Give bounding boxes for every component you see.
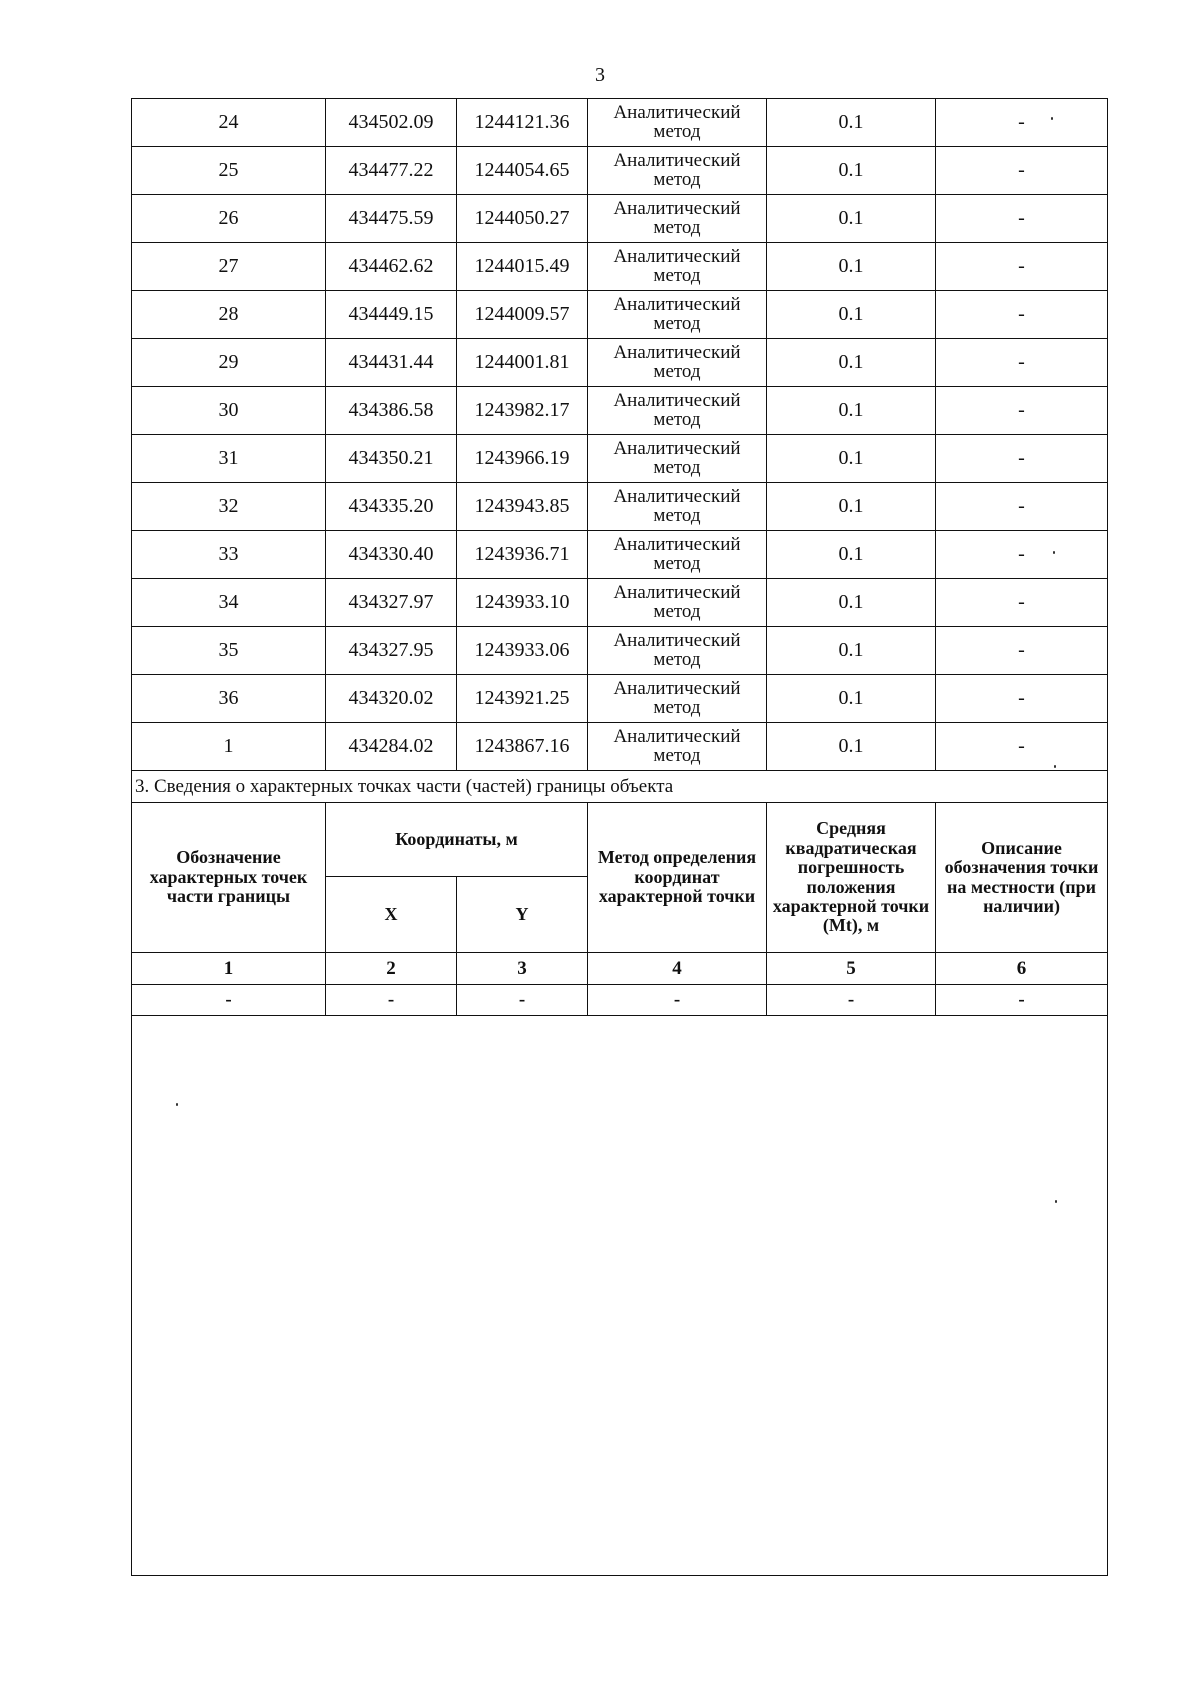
error-value: 0.1 [767, 723, 936, 771]
coord-y: 1243982.17 [457, 387, 588, 435]
coord-y: 1243921.25 [457, 675, 588, 723]
point-number: 31 [132, 435, 326, 483]
scan-speck [1051, 117, 1053, 120]
error-value: 0.1 [767, 99, 936, 147]
table-row [132, 243, 1108, 291]
table-row [132, 147, 1108, 195]
coord-y: 1244015.49 [457, 243, 588, 291]
coord-x: 434335.20 [326, 483, 457, 531]
blank-area [132, 1016, 1108, 1576]
table-row [132, 195, 1108, 243]
description: - [936, 291, 1108, 339]
header-y: Y [457, 877, 588, 953]
coord-x: 434327.97 [326, 579, 457, 627]
point-number: 32 [132, 483, 326, 531]
column-numbers-row [132, 953, 1108, 985]
table-cell: - [326, 985, 457, 1016]
coord-x: 434502.09 [326, 99, 457, 147]
coord-x: 434320.02 [326, 675, 457, 723]
coord-x: 434477.22 [326, 147, 457, 195]
coord-x: 434327.95 [326, 627, 457, 675]
header-method: Метод определения координат характерной точки [588, 803, 767, 953]
point-number: 33 [132, 531, 326, 579]
table-row [132, 291, 1108, 339]
description: - [936, 243, 1108, 291]
coord-x: 434449.15 [326, 291, 457, 339]
header-error: Средняя квадратическая погрешность положения характерной точки (Mt), м [767, 803, 936, 953]
page-number: 3 [595, 64, 605, 86]
table-cell: - [132, 985, 326, 1016]
coord-x: 434475.59 [326, 195, 457, 243]
table-cell: - [457, 985, 588, 1016]
coord-y: 1244009.57 [457, 291, 588, 339]
description: - [936, 531, 1108, 579]
method: Аналитический метод [588, 99, 767, 147]
coord-y: 1244054.65 [457, 147, 588, 195]
table-row [132, 985, 1108, 1016]
header-coordinates: Координаты, м [326, 803, 588, 877]
scan-speck [1054, 765, 1056, 768]
blank-cell [132, 1016, 1108, 1576]
error-value: 0.1 [767, 483, 936, 531]
boundary-points-body [132, 99, 1108, 771]
method: Аналитический метод [588, 195, 767, 243]
coord-x: 434330.40 [326, 531, 457, 579]
point-number: 28 [132, 291, 326, 339]
method: Аналитический метод [588, 387, 767, 435]
coord-x: 434386.58 [326, 387, 457, 435]
column-number: 4 [588, 953, 767, 985]
table-row [132, 531, 1108, 579]
header-description: Описание обозначения точки на местности (при наличии) [936, 803, 1108, 953]
error-value: 0.1 [767, 387, 936, 435]
method: Аналитический метод [588, 291, 767, 339]
table-row [132, 483, 1108, 531]
column-number: 3 [457, 953, 588, 985]
error-value: 0.1 [767, 531, 936, 579]
method: Аналитический метод [588, 675, 767, 723]
description: - [936, 483, 1108, 531]
column-number: 2 [326, 953, 457, 985]
description: - [936, 675, 1108, 723]
coord-y: 1243933.10 [457, 579, 588, 627]
method: Аналитический метод [588, 435, 767, 483]
point-number: 1 [132, 723, 326, 771]
description: - [936, 435, 1108, 483]
error-value: 0.1 [767, 627, 936, 675]
coord-y: 1243943.85 [457, 483, 588, 531]
table-row [132, 627, 1108, 675]
table-cell: - [588, 985, 767, 1016]
error-value: 0.1 [767, 579, 936, 627]
table-row [132, 675, 1108, 723]
coord-x: 434284.02 [326, 723, 457, 771]
description: - [936, 627, 1108, 675]
coord-y: 1243966.19 [457, 435, 588, 483]
description: - [936, 99, 1108, 147]
scan-speck [1053, 551, 1055, 554]
error-value: 0.1 [767, 291, 936, 339]
description: - [936, 579, 1108, 627]
table-row [132, 99, 1108, 147]
method: Аналитический метод [588, 531, 767, 579]
column-number: 1 [132, 953, 326, 985]
method: Аналитический метод [588, 243, 767, 291]
table-cell: - [767, 985, 936, 1016]
method: Аналитический метод [588, 147, 767, 195]
point-number: 34 [132, 579, 326, 627]
column-number: 5 [767, 953, 936, 985]
point-number: 29 [132, 339, 326, 387]
point-number: 35 [132, 627, 326, 675]
method: Аналитический метод [588, 339, 767, 387]
description: - [936, 723, 1108, 771]
point-number: 36 [132, 675, 326, 723]
description: - [936, 387, 1108, 435]
error-value: 0.1 [767, 339, 936, 387]
coord-x: 434350.21 [326, 435, 457, 483]
table-row [132, 579, 1108, 627]
error-value: 0.1 [767, 675, 936, 723]
scan-speck [176, 1103, 178, 1106]
error-value: 0.1 [767, 195, 936, 243]
section-3-title: 3. Сведения о характерных точках части (частей) границы объекта [132, 771, 1108, 803]
table-row [132, 723, 1108, 771]
boundary-points-table [131, 98, 1108, 771]
method: Аналитический метод [588, 723, 767, 771]
point-number: 30 [132, 387, 326, 435]
coord-y: 1243867.16 [457, 723, 588, 771]
header-designation: Обозначение характерных точек части границы [132, 803, 326, 953]
point-number: 25 [132, 147, 326, 195]
coord-y: 1244121.36 [457, 99, 588, 147]
scan-speck [1055, 1200, 1057, 1203]
coord-x: 434431.44 [326, 339, 457, 387]
description: - [936, 195, 1108, 243]
error-value: 0.1 [767, 435, 936, 483]
column-number: 6 [936, 953, 1108, 985]
description: - [936, 339, 1108, 387]
method: Аналитический метод [588, 579, 767, 627]
description: - [936, 147, 1108, 195]
error-value: 0.1 [767, 147, 936, 195]
table-row [132, 387, 1108, 435]
coord-y: 1244050.27 [457, 195, 588, 243]
point-number: 24 [132, 99, 326, 147]
point-number: 27 [132, 243, 326, 291]
error-value: 0.1 [767, 243, 936, 291]
coord-y: 1244001.81 [457, 339, 588, 387]
coord-y: 1243933.06 [457, 627, 588, 675]
coord-x: 434462.62 [326, 243, 457, 291]
header-x: X [326, 877, 457, 953]
table-cell: - [936, 985, 1108, 1016]
coord-y: 1243936.71 [457, 531, 588, 579]
part-boundary-points-table [131, 770, 1108, 1576]
method: Аналитический метод [588, 483, 767, 531]
table-row [132, 435, 1108, 483]
table-row [132, 339, 1108, 387]
method: Аналитический метод [588, 627, 767, 675]
point-number: 26 [132, 195, 326, 243]
